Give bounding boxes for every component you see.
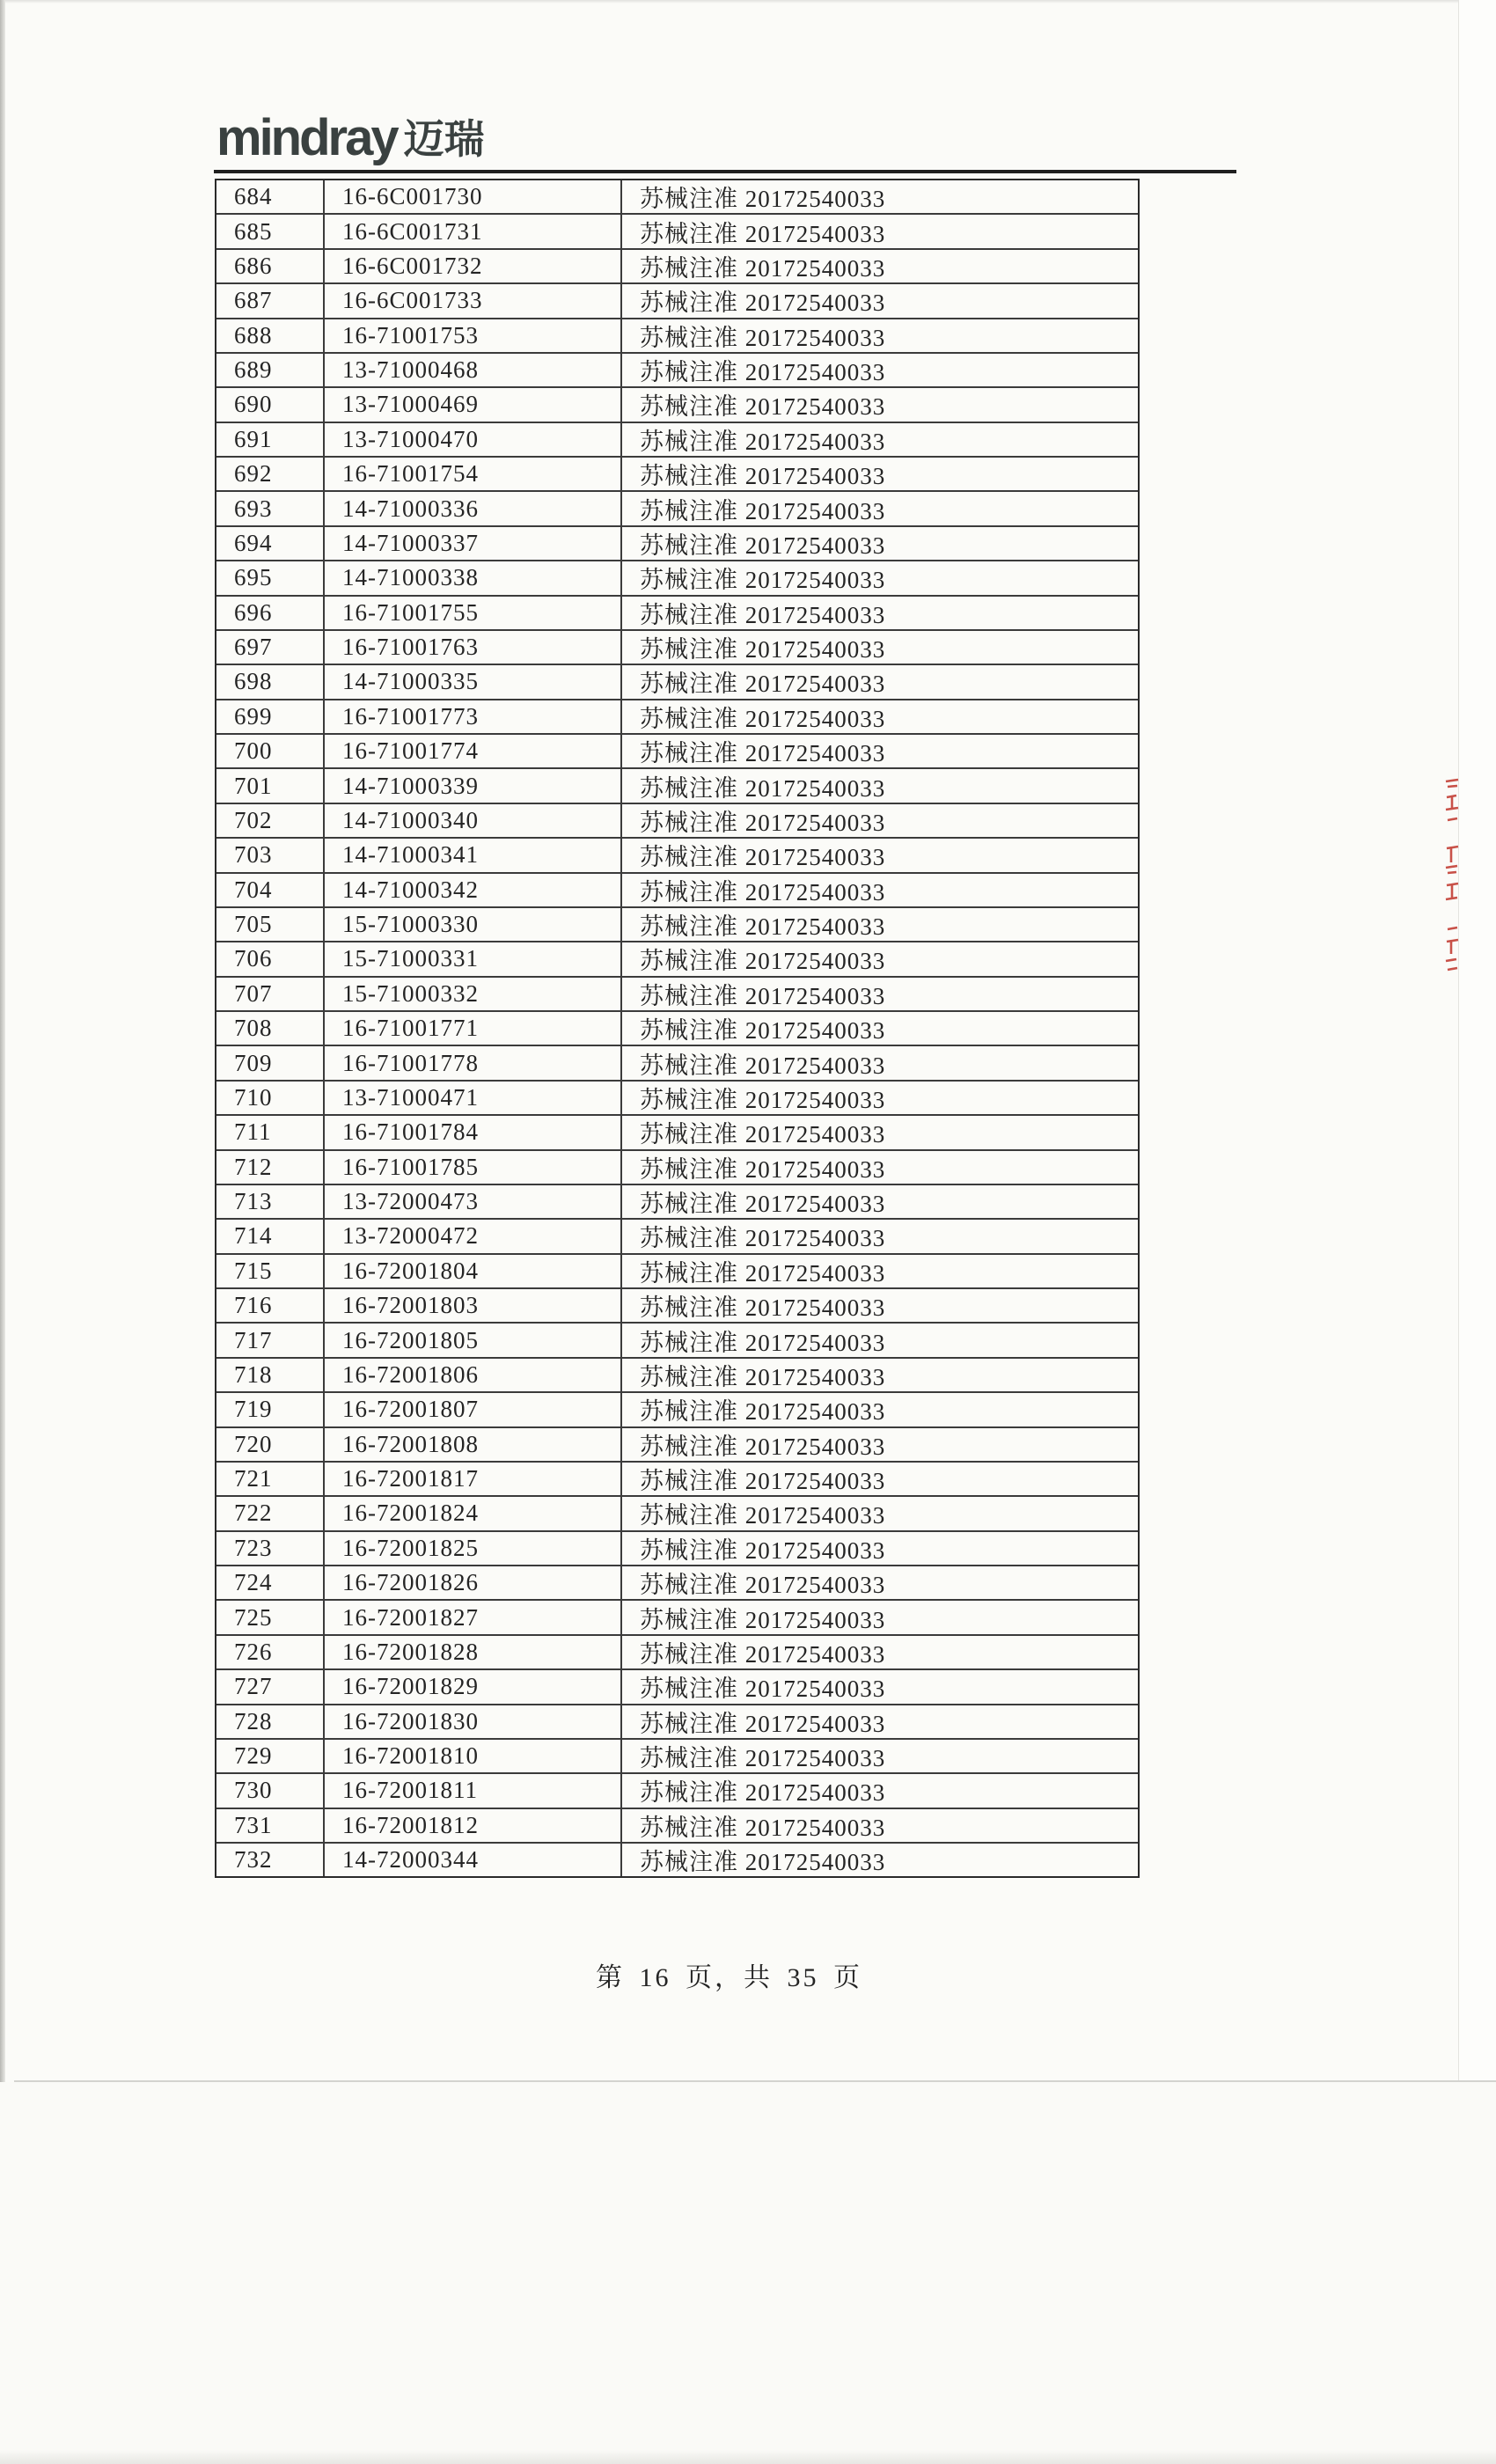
registration-number-cell: 苏械注准 20172540033 (640, 393, 886, 421)
row-number-cell: 700 (216, 735, 325, 767)
brand-logo-chinese: 迈瑞 (403, 116, 485, 162)
device-code-cell: 16-72001828 (325, 1636, 622, 1668)
table-row (216, 1670, 1138, 1705)
row-number-cell: 732 (216, 1844, 325, 1876)
row-number-cell: 707 (216, 978, 325, 1010)
device-code-cell: 14-71000341 (325, 839, 622, 871)
device-code-cell: 14-71000335 (325, 665, 622, 698)
device-code-cell: 16-72001826 (325, 1566, 622, 1599)
registration-number-cell: 苏械注准 20172540033 (640, 1121, 886, 1148)
row-number-cell: 693 (216, 492, 325, 524)
device-code-cell: 16-71001785 (325, 1151, 622, 1184)
table-row (216, 1289, 1138, 1324)
row-number-cell: 717 (216, 1324, 325, 1356)
row-number-cell: 712 (216, 1151, 325, 1184)
table-row (216, 1185, 1138, 1220)
row-number-cell: 701 (216, 769, 325, 802)
registration-number-cell: 苏械注准 20172540033 (640, 359, 886, 386)
registration-number-cell: 苏械注准 20172540033 (640, 1225, 886, 1252)
registration-number-cell: 苏械注准 20172540033 (640, 1259, 886, 1287)
table-row (216, 804, 1138, 839)
device-code-cell: 14-71000339 (325, 769, 622, 802)
row-number-cell: 718 (216, 1359, 325, 1391)
device-code-cell: 15-71000330 (325, 908, 622, 941)
registration-number-cell: 苏械注准 20172540033 (640, 982, 886, 1009)
row-number-cell: 714 (216, 1220, 325, 1252)
device-code-cell: 13-71000470 (325, 423, 622, 456)
table-row (216, 874, 1138, 908)
brand-logo (216, 107, 485, 167)
registration-number-cell: 苏械注准 20172540033 (640, 1849, 886, 1876)
row-number-cell: 716 (216, 1289, 325, 1322)
row-number-cell: 706 (216, 942, 325, 975)
table-row (216, 942, 1138, 977)
table-row (216, 1393, 1138, 1427)
registration-number-cell: 苏械注准 20172540033 (640, 844, 886, 871)
row-number-cell: 696 (216, 597, 325, 629)
table-row (216, 354, 1138, 388)
registration-number-cell: 苏械注准 20172540033 (640, 878, 886, 906)
row-number-cell: 685 (216, 215, 325, 247)
page-number-text: 第 16 页，共 35 页 (596, 1963, 862, 1992)
device-code-cell: 16-72001807 (325, 1393, 622, 1426)
row-number-cell: 730 (216, 1774, 325, 1807)
registration-number-cell: 苏械注准 20172540033 (640, 1536, 886, 1564)
row-number-cell: 690 (216, 388, 325, 421)
table-row (216, 1220, 1138, 1254)
device-code-cell: 16-72001829 (325, 1670, 622, 1703)
registration-number-cell: 苏械注准 20172540033 (640, 428, 886, 455)
device-code-cell: 13-71000468 (325, 354, 622, 386)
row-number-cell: 694 (216, 527, 325, 560)
table-row (216, 978, 1138, 1012)
table-row (216, 1601, 1138, 1635)
row-number-cell: 695 (216, 561, 325, 594)
device-code-cell: 16-72001817 (325, 1463, 622, 1495)
row-number-cell: 726 (216, 1636, 325, 1668)
device-code-cell: 16-71001771 (325, 1012, 622, 1045)
device-code-cell: 14-71000337 (325, 527, 622, 560)
device-code-cell: 14-71000342 (325, 874, 622, 906)
device-code-cell: 14-71000336 (325, 492, 622, 524)
table-row (216, 527, 1138, 561)
row-number-cell: 689 (216, 354, 325, 386)
device-code-cell: 14-71000338 (325, 561, 622, 594)
registration-number-cell: 苏械注准 20172540033 (640, 705, 886, 732)
registration-number-cell: 苏械注准 20172540033 (640, 740, 886, 767)
table-row (216, 597, 1138, 631)
device-code-cell: 16-72001806 (325, 1359, 622, 1391)
registration-number-cell: 苏械注准 20172540033 (640, 1329, 886, 1356)
table-row (216, 423, 1138, 458)
row-number-cell: 684 (216, 180, 325, 213)
row-number-cell: 721 (216, 1463, 325, 1495)
device-code-cell: 13-72000473 (325, 1185, 622, 1218)
device-code-cell: 16-72001812 (325, 1809, 622, 1842)
table-row (216, 1046, 1138, 1081)
device-code-cell: 16-71001763 (325, 631, 622, 664)
registration-number-cell: 苏械注准 20172540033 (640, 1155, 886, 1183)
row-number-cell: 729 (216, 1740, 325, 1772)
device-code-cell: 16-6C001731 (325, 215, 622, 247)
table-row (216, 1116, 1138, 1150)
device-code-cell: 13-71000469 (325, 388, 622, 421)
registration-number-cell: 苏械注准 20172540033 (640, 671, 886, 698)
row-number-cell: 725 (216, 1601, 325, 1633)
table-row (216, 1012, 1138, 1046)
registration-number-cell: 苏械注准 20172540033 (640, 1468, 886, 1495)
table-row (216, 180, 1138, 215)
device-code-cell: 16-72001804 (325, 1255, 622, 1287)
registration-number-cell: 苏械注准 20172540033 (640, 290, 886, 317)
registration-number-cell: 苏械注准 20172540033 (640, 1398, 886, 1426)
device-code-cell: 16-71001754 (325, 458, 622, 490)
device-code-cell: 16-71001753 (325, 319, 622, 352)
device-code-cell: 16-72001810 (325, 1740, 622, 1772)
registration-number-cell: 苏械注准 20172540033 (640, 1294, 886, 1322)
registration-number-cell: 苏械注准 20172540033 (640, 463, 886, 490)
row-number-cell: 722 (216, 1497, 325, 1529)
device-code-cell: 15-71000332 (325, 978, 622, 1010)
registration-number-cell: 苏械注准 20172540033 (640, 1745, 886, 1772)
table-row (216, 492, 1138, 526)
device-code-cell: 16-72001830 (325, 1705, 622, 1738)
registration-number-cell: 苏械注准 20172540033 (640, 601, 886, 628)
table-row (216, 1324, 1138, 1358)
row-number-cell: 711 (216, 1116, 325, 1148)
table-row (216, 1497, 1138, 1531)
table-row (216, 1428, 1138, 1463)
row-number-cell: 699 (216, 700, 325, 733)
table-row (216, 458, 1138, 492)
registration-number-cell: 苏械注准 20172540033 (640, 186, 886, 213)
registration-number-cell: 苏械注准 20172540033 (640, 254, 886, 282)
device-code-cell: 16-71001773 (325, 700, 622, 733)
device-code-cell: 16-72001827 (325, 1601, 622, 1633)
device-code-cell: 16-6C001732 (325, 250, 622, 282)
registration-number-cell: 苏械注准 20172540033 (640, 497, 886, 524)
table-row (216, 1151, 1138, 1185)
table-row (216, 908, 1138, 942)
device-code-cell: 16-71001755 (325, 597, 622, 629)
row-number-cell: 698 (216, 665, 325, 698)
table-row (216, 388, 1138, 422)
table-row (216, 1636, 1138, 1670)
row-number-cell: 697 (216, 631, 325, 664)
table-row (216, 1359, 1138, 1393)
table-row (216, 1082, 1138, 1116)
device-code-cell: 16-6C001730 (325, 180, 622, 213)
row-number-cell: 723 (216, 1532, 325, 1565)
registration-number-cell: 苏械注准 20172540033 (640, 1779, 886, 1807)
table-row (216, 665, 1138, 700)
table-row (216, 1532, 1138, 1566)
table-row (216, 319, 1138, 354)
row-number-cell: 688 (216, 319, 325, 352)
device-code-cell: 16-72001805 (325, 1324, 622, 1356)
page-bottom-edge-shadow (0, 2450, 1496, 2464)
row-number-cell: 713 (216, 1185, 325, 1218)
registration-number-cell: 苏械注准 20172540033 (640, 1017, 886, 1045)
row-number-cell: 703 (216, 839, 325, 871)
table-row (216, 1809, 1138, 1844)
device-code-cell: 16-72001824 (325, 1497, 622, 1529)
registration-number-cell: 苏械注准 20172540033 (640, 948, 886, 975)
registration-number-cell: 苏械注准 20172540033 (640, 1502, 886, 1529)
row-number-cell: 687 (216, 284, 325, 317)
registration-number-cell: 苏械注准 20172540033 (640, 324, 886, 351)
table-row (216, 631, 1138, 665)
scanner-background-below-sheet (0, 2082, 1496, 2464)
table-row (216, 1463, 1138, 1497)
table-row (216, 250, 1138, 284)
table-row (216, 1566, 1138, 1601)
registration-number-cell: 苏械注准 20172540033 (640, 1052, 886, 1079)
table-row (216, 561, 1138, 596)
device-code-cell: 16-72001803 (325, 1289, 622, 1322)
row-number-cell: 727 (216, 1670, 325, 1703)
table-row (216, 1705, 1138, 1740)
registration-number-cell: 苏械注准 20172540033 (640, 1086, 886, 1113)
row-number-cell: 691 (216, 423, 325, 456)
device-code-cell: 14-71000340 (325, 804, 622, 837)
table-row (216, 839, 1138, 873)
device-code-cell: 13-72000472 (325, 1220, 622, 1252)
table-row (216, 1844, 1138, 1876)
row-number-cell: 728 (216, 1705, 325, 1738)
registration-number-cell: 苏械注准 20172540033 (640, 1191, 886, 1218)
registration-number-cell: 苏械注准 20172540033 (640, 1640, 886, 1668)
red-stamp-fragment (1444, 774, 1460, 980)
table-row (216, 735, 1138, 769)
registration-number-cell: 苏械注准 20172540033 (640, 1814, 886, 1841)
registration-number-cell: 苏械注准 20172540033 (640, 1433, 886, 1460)
registration-number-cell: 苏械注准 20172540033 (640, 636, 886, 664)
row-number-cell: 731 (216, 1809, 325, 1842)
registration-number-cell: 苏械注准 20172540033 (640, 1676, 886, 1703)
registration-number-cell: 苏械注准 20172540033 (640, 1363, 886, 1390)
page-number-footer (0, 1955, 1458, 1994)
table-row (216, 215, 1138, 249)
row-number-cell: 724 (216, 1566, 325, 1599)
table-row (216, 769, 1138, 803)
page-top-edge-shadow (0, 0, 1496, 4)
device-code-cell: 16-71001784 (325, 1116, 622, 1148)
device-code-cell: 15-71000331 (325, 942, 622, 975)
row-number-cell: 702 (216, 804, 325, 837)
row-number-cell: 704 (216, 874, 325, 906)
row-number-cell: 705 (216, 908, 325, 941)
row-number-cell: 710 (216, 1082, 325, 1114)
table-row (216, 1774, 1138, 1808)
row-number-cell: 692 (216, 458, 325, 490)
registration-number-cell: 苏械注准 20172540033 (640, 220, 886, 247)
device-code-cell: 13-71000471 (325, 1082, 622, 1114)
registration-number-cell: 苏械注准 20172540033 (640, 1572, 886, 1599)
registration-table (215, 179, 1140, 1878)
registration-number-cell: 苏械注准 20172540033 (640, 913, 886, 941)
table-row (216, 1255, 1138, 1289)
registration-number-cell: 苏械注准 20172540033 (640, 1710, 886, 1737)
device-code-cell: 16-71001778 (325, 1046, 622, 1079)
device-code-cell: 16-72001811 (325, 1774, 622, 1807)
row-number-cell: 720 (216, 1428, 325, 1461)
device-code-cell: 16-71001774 (325, 735, 622, 767)
device-code-cell: 16-6C001733 (325, 284, 622, 317)
registration-number-cell: 苏械注准 20172540033 (640, 809, 886, 836)
registration-number-cell: 苏械注准 20172540033 (640, 567, 886, 594)
row-number-cell: 709 (216, 1046, 325, 1079)
header-rule (214, 170, 1236, 173)
row-number-cell: 686 (216, 250, 325, 282)
registration-number-cell: 苏械注准 20172540033 (640, 1606, 886, 1633)
red-stamp-strokes-icon (1444, 774, 1460, 980)
brand-logo-wordmark: mindray (216, 109, 397, 166)
registration-number-cell: 苏械注准 20172540033 (640, 532, 886, 559)
device-code-cell: 16-72001808 (325, 1428, 622, 1461)
row-number-cell: 708 (216, 1012, 325, 1045)
row-number-cell: 715 (216, 1255, 325, 1287)
registration-number-cell: 苏械注准 20172540033 (640, 774, 886, 802)
table-row (216, 1740, 1138, 1774)
table-row (216, 284, 1138, 319)
row-number-cell: 719 (216, 1393, 325, 1426)
device-code-cell: 14-72000344 (325, 1844, 622, 1876)
table-row (216, 700, 1138, 735)
device-code-cell: 16-72001825 (325, 1532, 622, 1565)
